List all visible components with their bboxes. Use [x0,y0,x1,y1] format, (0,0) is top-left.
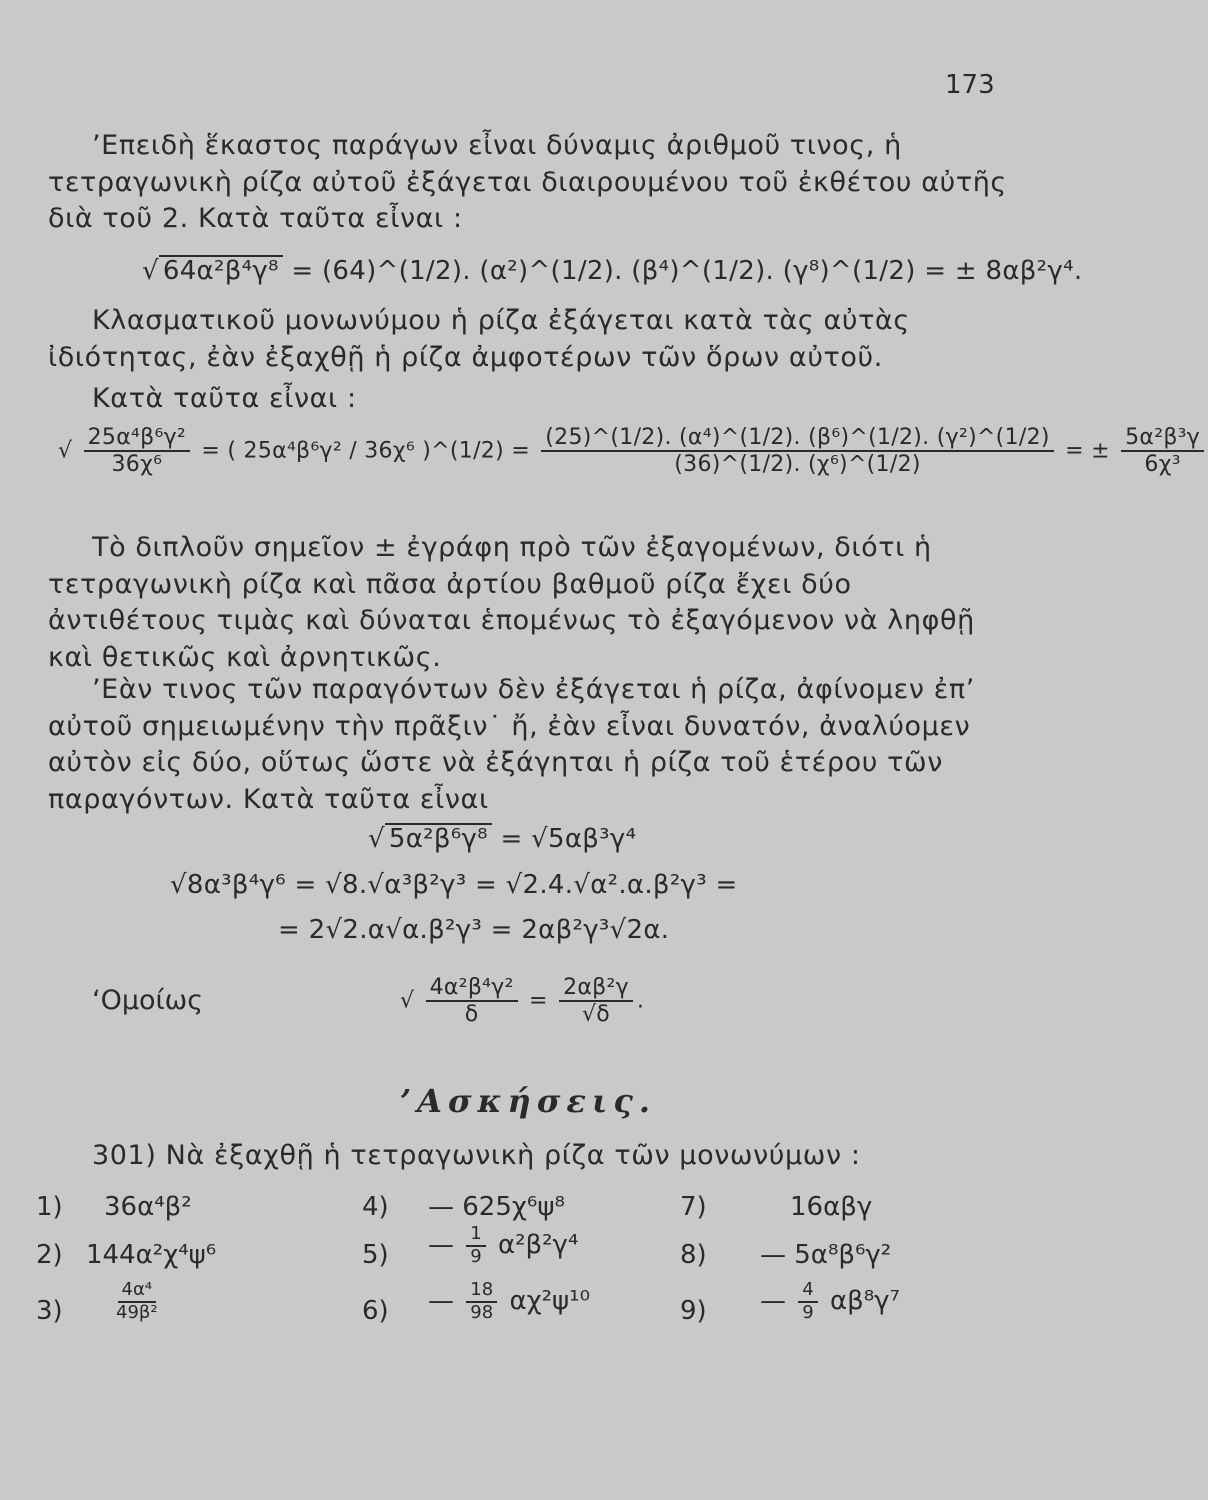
minus-sign: — [428,1230,454,1261]
equation-rest: = (64)^(1/2). (α²)^(1/2). (β⁴)^(1/2). (γ⁸)^(1/2) = ± 8αβ²γ⁴. [291,256,1083,286]
exercise-item [428,1224,578,1267]
exercise-rest: αβ⁸γ⁷ [829,1286,900,1317]
exercise-denominator: 49β² [116,1301,158,1323]
exercise-fraction [466,1224,485,1267]
fraction-numerator: 4α²β⁴γ² [426,975,518,1002]
fraction-under-root [426,975,518,1028]
expanded-denominator: (36)^(1/2). (χ⁶)^(1/2) [674,452,921,478]
equals-sign: = [529,988,548,1014]
exercise-number: 8) [680,1240,707,1270]
equation-line-5: = 2√2.α√α.β²γ³ = 2αβ²γ³√2α. [278,915,670,945]
paragraph-3: Κατὰ ταῦτα εἶναι : [92,383,357,414]
fraction-denominator: 36χ⁶ [111,452,163,478]
paragraph-1: ’Επειδὴ ἕκαστος παράγων εἶναι δύναμις ἀριθμοῦ τινος, ἡ τετραγωνικὴ ρίζα αὐτοῦ ἐξάγεται διαιρουμένου τοῦ ἐκθέτου αὐτῆς διὰ τοῦ 2. Κατὰ ταῦτα εἶναι : [48,130,1007,234]
exercise-denominator: 9 [802,1301,814,1323]
exercise-fraction [466,1280,497,1323]
expanded-fraction [541,425,1053,478]
result-denominator: √δ [581,1002,611,1028]
exercise-fraction [798,1280,817,1323]
radical-sign: √ [400,988,415,1014]
radicand: 64α²β⁴γ⁸ [159,255,283,286]
exercise-number: 9) [680,1296,707,1326]
equation-middle: = ( 25α⁴β⁶γ² / 36χ⁶ )^(1/2) = [201,438,530,464]
page-number: 173 [945,70,995,100]
fraction-denominator: δ [464,1002,479,1028]
exercise-number: 1) [36,1192,63,1222]
exercise-numerator: 18 [466,1280,497,1303]
result-fraction [1121,425,1204,478]
paragraph-2: Κλασματικοῦ μονωνύμου ἡ ρίζα ἐξάγεται κατὰ τὰς αὐτὰς ἰδιότητας, ἐὰν ἐξαχθῇ ἡ ρίζα ἀμφοτέρων τῶν ὅρων αὐτοῦ. [48,305,910,373]
plus-minus-sign: = ± [1065,438,1110,464]
paragraph-4: Τὸ διπλοῦν σημεῖον ± ἐγράφη πρὸ τῶν ἐξαγομένων, διότι ἡ τετραγωνικὴ ρίζα καὶ πᾶσα ἀρτίου βαθμοῦ ρίζα ἔχει δύο ἀντιθέτους τιμὰς καὶ δύναται ἑπομένως τὸ ἐξαγόμενον νὰ ληφθῇ καὶ θετικῶς καὶ ἀρνητικῶς. [48,532,975,673]
exercise-number: 6) [362,1296,389,1326]
equation-line-4: √8α³β⁴γ⁶ = √8.√α³β²γ³ = √2.4.√α².α.β²γ³ = [170,870,738,900]
fraction-numerator: 25α⁴β⁶γ² [84,425,190,452]
result-numerator: 2αβ²γ [559,975,633,1002]
minus-sign: — [428,1286,454,1317]
radical-sign: √ [142,256,159,286]
exercise-item: — 5α⁸β⁶γ² [760,1240,892,1270]
equation-fraction-root [58,425,1208,478]
exercise-rest: αχ²ψ¹⁰ [509,1286,591,1317]
exercise-item [760,1280,900,1323]
equation-line-3 [368,823,636,854]
exercise-intro: 301) Νὰ ἐξαχθῇ ἡ τετραγωνικὴ ρίζα τῶν μονωνύμων : [92,1140,861,1171]
exercise-numerator: 4α⁴ [118,1280,157,1303]
exercise-item: 144α²χ⁴ψ⁶ [86,1240,217,1270]
exercise-numerator: 4 [798,1280,817,1303]
exercise-item [428,1280,590,1323]
exercise-numerator: 1 [466,1224,485,1247]
result-denominator: 6χ³ [1144,452,1181,478]
exercise-rest: α²β²γ⁴ [497,1230,579,1261]
equation-line-6: √ $\frac{\text{4α²β⁴γ²}}{\delta}$ = $\frac{\text{2αβ²γ}}{√\delta}$ . [400,975,645,1028]
minus-sign: — [760,1286,786,1317]
exercise-number: 5) [362,1240,389,1270]
paragraph-5: ’Εὰν τινος τῶν παραγόντων δὲν ἐξάγεται ἡ ρίζα, ἀφίνομεν ἐπ’ αὐτοῦ σημειωμένην τὴν πρᾶξιν˙ ἤ, ἐὰν εἶναι δυνατόν, ἀναλύομεν αὐτὸν εἰς δύο, οὕτως ὥστε νὰ ἐξάγηται ἡ ρίζα τοῦ ἑτέρου τῶν παραγόντων. Κατὰ ταῦτα εἶναι [48,674,975,815]
exercise-number: 4) [362,1192,389,1222]
result-numerator: 5α²β³γ [1121,425,1204,452]
section-heading: ’Ασκήσεις. [400,1082,656,1120]
exercise-denominator: 9 [470,1245,482,1267]
exercise-number: 3) [36,1296,63,1326]
result-fraction [559,975,633,1028]
fraction-under-root [84,425,190,478]
expanded-numerator: (25)^(1/2). (α⁴)^(1/2). (β⁶)^(1/2). (γ²)^(1/2) [541,425,1053,452]
exercise-item [108,1280,166,1323]
exercise-number: 2) [36,1240,63,1270]
exercise-fraction [112,1280,162,1323]
equation-rest: = √5αβ³γ⁴ [500,824,637,854]
exercise-number: 7) [680,1192,707,1222]
equation-sqrt-monomial [142,255,1082,286]
exercise-item: 36α⁴β² [104,1192,192,1222]
radical-sign: √ [368,824,385,854]
exercise-item: 16αβγ [790,1192,873,1222]
radicand: 5α²β⁶γ⁸ [385,823,492,854]
radical-sign: √ [58,438,73,464]
exercise-denominator: 98 [470,1301,494,1323]
exercise-item: — 625χ⁶ψ⁸ [428,1192,565,1222]
similarly-label: ‘Ομοίως [92,985,204,1016]
